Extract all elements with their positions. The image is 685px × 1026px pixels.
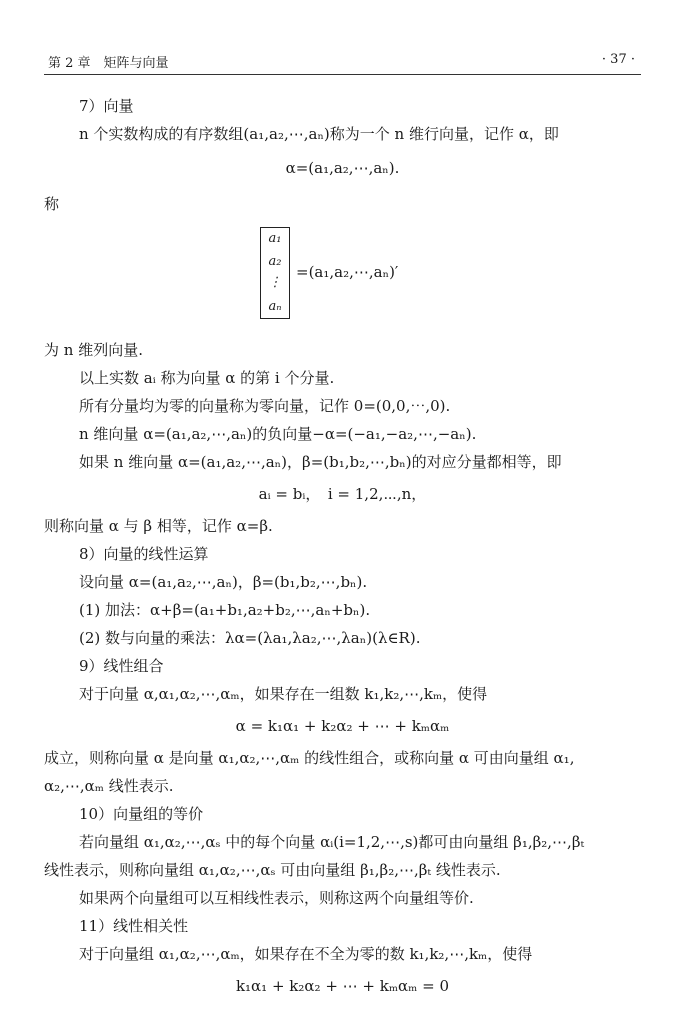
heading-10: 10）向量组的等价 xyxy=(79,805,204,823)
heading-8: 8）向量的线性运算 xyxy=(79,545,209,563)
text-line: 如果两个向量组可以互相线性表示，则称这两个向量组等价. xyxy=(79,889,474,907)
equation: k₁α₁ + k₂α₂ + ⋯ + kₘαₘ = 0 xyxy=(235,977,450,995)
text-line: 所有分量均为零的向量称为零向量，记作 0=(0,0,⋯,0). xyxy=(79,397,451,415)
text-line: 若向量组 α₁,α₂,⋯,αₛ 中的每个向量 αᵢ(i=1,2,⋯,s)都可由向量组 β₁,β₂,⋯,βₜ xyxy=(79,833,585,851)
text-line: 对于向量组 α₁,α₂,⋯,αₘ，如果存在不全为零的数 k₁,k₂,⋯,kₘ，使得 xyxy=(79,945,533,963)
text-line: (1) 加法：α+β=(a₁+b₁,a₂+b₂,⋯,aₙ+bₙ). xyxy=(79,601,371,619)
matrix-cell: a₂ xyxy=(268,254,282,269)
chapter-title: 第 2 章 矩阵与向量 xyxy=(48,56,169,71)
matrix-transpose-equation: =(a₁,a₂,⋯,aₙ)′ xyxy=(296,263,399,281)
text-line: 如果 n 维向量 α=(a₁,a₂,⋯,aₙ)，β=(b₁,b₂,⋯,bₙ)的对应分量都相等，即 xyxy=(79,453,562,471)
text-line: 设向量 α=(a₁,a₂,⋯,aₙ)，β=(b₁,b₂,⋯,bₙ). xyxy=(79,573,368,591)
running-header xyxy=(44,50,641,75)
matrix-cell: aₙ xyxy=(268,299,282,314)
equation: α = k₁α₁ + k₂α₂ + ⋯ + kₘαₘ xyxy=(235,717,450,735)
matrix-cell: a₁ xyxy=(268,231,282,246)
text-line: 线性表示，则称向量组 α₁,α₂,⋯,αₛ 可由向量组 β₁,β₂,⋯,βₜ 线性表示. xyxy=(44,861,501,879)
text-line: 为 n 维列向量. xyxy=(44,341,143,359)
text-line: (2) 数与向量的乘法：λα=(λa₁,λa₂,⋯,λaₙ)(λ∈R). xyxy=(79,629,421,647)
equation: α=(a₁,a₂,⋯,aₙ). xyxy=(285,159,400,177)
heading-11: 11）线性相关性 xyxy=(79,917,189,935)
heading-7: 7）向量 xyxy=(79,97,134,115)
text-line: n 个实数构成的有序数组(a₁,a₂,⋯,aₙ)称为一个 n 维行向量，记作 α，即 xyxy=(79,125,559,143)
heading-9: 9）线性组合 xyxy=(79,657,164,675)
equation: aᵢ = bᵢ， i = 1,2,⋯,n， xyxy=(258,485,427,503)
text-line: 称 xyxy=(44,195,60,213)
text-line: 以上实数 aᵢ 称为向量 α 的第 i 个分量. xyxy=(79,369,335,387)
column-vector-matrix xyxy=(260,227,290,319)
page-number: · 37 · xyxy=(601,52,635,67)
matrix-cell: ⋮ xyxy=(268,275,282,290)
text-line: 成立，则称向量 α 是向量 α₁,α₂,⋯,αₘ 的线性组合，或称向量 α 可由向量组 α₁, xyxy=(44,749,575,767)
text-line: α₂,⋯,αₘ 线性表示. xyxy=(44,777,174,795)
text-line: n 维向量 α=(a₁,a₂,⋯,aₙ)的负向量−α=(−a₁,−a₂,⋯,−aₙ). xyxy=(79,425,477,443)
text-line: 对于向量 α,α₁,α₂,⋯,αₘ，如果存在一组数 k₁,k₂,⋯,kₘ，使得 xyxy=(79,685,488,703)
text-line: 则称向量 α 与 β 相等，记作 α=β. xyxy=(44,517,273,535)
